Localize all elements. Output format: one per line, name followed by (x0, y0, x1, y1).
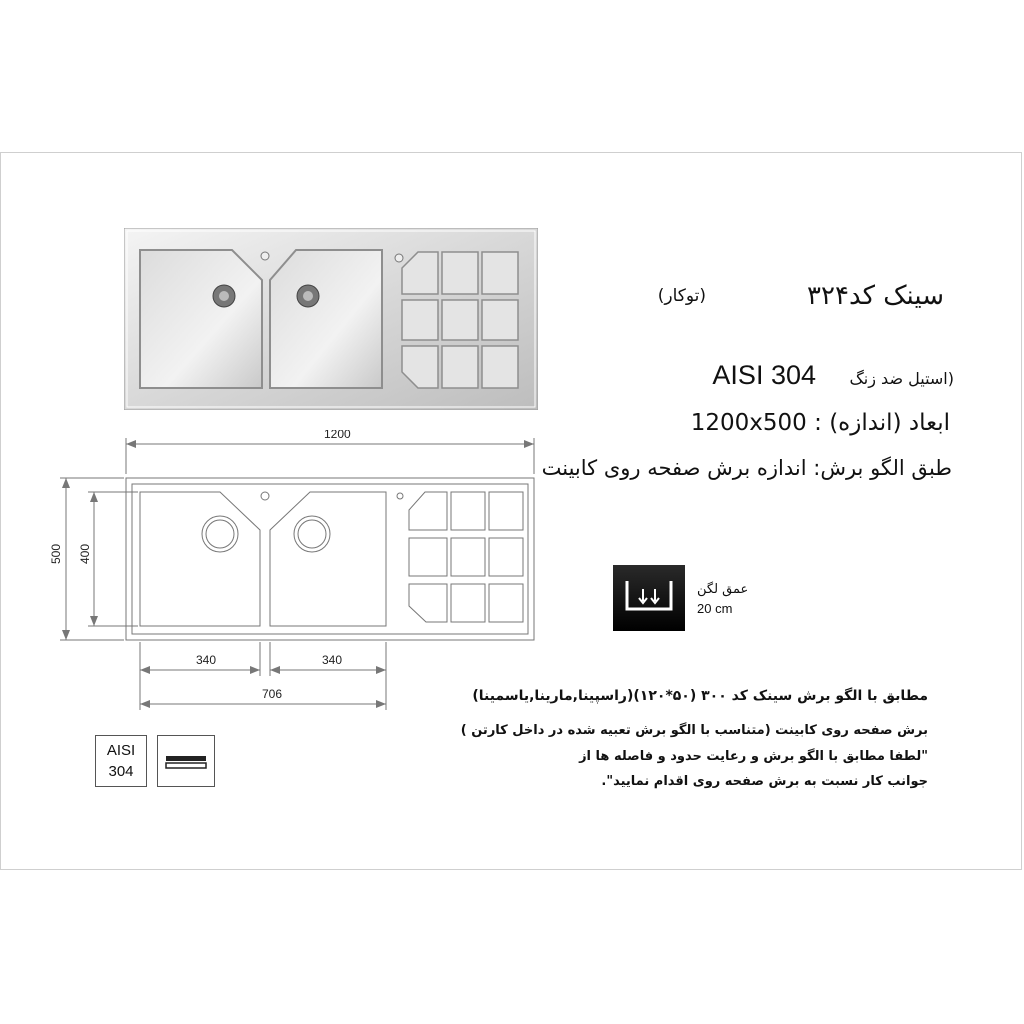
bowl-depth-icon (613, 565, 685, 631)
aisi-badge-line1: AISI (106, 742, 136, 759)
sink-photo (124, 228, 538, 410)
dim-left-bowl: 340 (196, 653, 217, 667)
note-line-2: "لطفا مطابق با الگو برش و رعایت حدود و فاصله ها از (579, 749, 928, 764)
product-title: سینک کد۳۲۴ (807, 281, 944, 311)
dim-overall-width: 1200 (324, 430, 351, 441)
pattern-line: طبق الگو برش: اندازه برش صفحه روی کابینت (541, 456, 952, 480)
depth-label: عمق لگن (697, 582, 749, 597)
left-bowl-outline (140, 492, 260, 626)
right-bowl-outline (270, 492, 386, 626)
dim-bowls-total: 706 (262, 687, 283, 701)
dimensions-line: 1200x500 : ابعاد (اندازه) (690, 410, 950, 436)
dim-right-bowl: 340 (322, 653, 343, 667)
sheet-thickness-icon (157, 735, 215, 787)
dim-inner-height: 400 (78, 543, 92, 564)
depth-value: 20 cm (697, 601, 733, 616)
note-line-3: جوانب کار نسبت به برش صفحه روی اقدام نمایید". (601, 774, 928, 789)
product-mount: (توکار) (657, 286, 706, 306)
note-line-1: برش صفحه روی کابینت (متناسب با الگو برش تعبیه شده در داخل کارتن ) (460, 723, 928, 738)
material-grade: AISI 304 (712, 360, 816, 390)
dim-overall-height: 500 (49, 543, 63, 564)
aisi-badge (95, 735, 147, 787)
compat-note: مطابق با الگو برش سینک کد ۳۰۰ (۵۰*۱۲۰)(راسپینا,مارینا,یاسمینا) (472, 688, 928, 704)
material-label: (استیل ضد زنگ (849, 369, 954, 388)
technical-drawing (40, 430, 560, 720)
sink-outline (126, 478, 534, 640)
aisi-badge-line2: 304 (108, 763, 134, 780)
